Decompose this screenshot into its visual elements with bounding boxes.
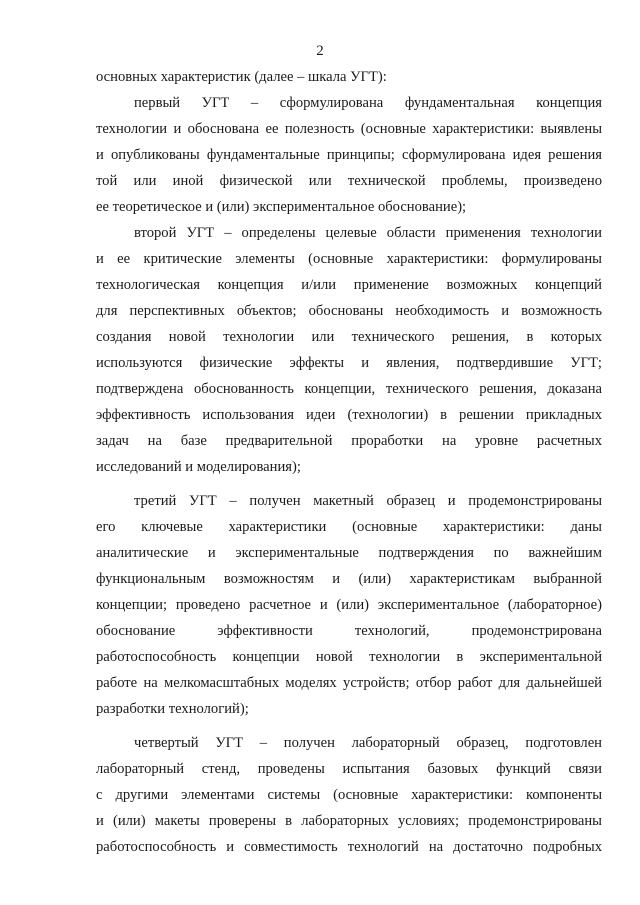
text-line: работе на мелкомасштабных моделях устройств; отбор работ для дальнейшей	[96, 675, 602, 691]
text-line: исследований и моделирования);	[96, 459, 301, 475]
text-line: работоспособность концепции новой технологии в экспериментальной	[96, 649, 602, 665]
text-line: технологии и обоснована ее полезность (основные характеристики: выявлены	[96, 121, 602, 137]
text-line: второй УГТ – определены целевые области применения технологии	[134, 225, 602, 241]
text-line: его ключевые характеристики (основные характеристики: даны	[96, 519, 602, 535]
text-line: основных характеристик (далее – шкала УГТ):	[96, 69, 387, 85]
text-line: функциональным возможностям и (или) характеристикам выбранной	[96, 571, 602, 587]
text-line: работоспособность и совместимость технологий на достаточно подробных	[96, 839, 602, 855]
text-line: и (или) макеты проверены в лабораторных условиях; продемонстрированы	[96, 813, 602, 829]
text-line: аналитические и экспериментальные подтверждения по важнейшим	[96, 545, 602, 561]
paragraph-level-4	[96, 730, 602, 860]
text-line: третий УГТ – получен макетный образец и продемонстрированы	[134, 493, 602, 509]
text-line: концепции; проведено расчетное и (или) экспериментальное (лабораторное)	[96, 597, 602, 613]
text-line: эффективность использования идеи (технологии) в решении прикладных	[96, 407, 602, 423]
text-line: для перспективных объектов; обоснованы необходимость и возможность	[96, 303, 602, 319]
text-line: и ее критические элементы (основные характеристики: формулированы	[96, 251, 602, 267]
text-line: с другими элементами системы (основные характеристики: компоненты	[96, 787, 602, 803]
paragraph-level-3	[96, 488, 602, 722]
paragraph-level-2	[96, 220, 602, 480]
text-line: той или иной физической или технической проблемы, произведено	[96, 173, 602, 189]
document-body	[96, 64, 602, 860]
text-line: создания новой технологии или технического решения, в которых	[96, 329, 602, 345]
text-line: подтверждена обоснованность концепции, технического решения, доказана	[96, 381, 602, 397]
text-line: технологическая концепция и/или применение возможных концепций	[96, 277, 602, 293]
page-number: 2	[316, 43, 324, 59]
text-line: разработки технологий);	[96, 701, 249, 717]
text-line: ее теоретическое и (или) экспериментальное обоснование);	[96, 199, 467, 215]
text-line: лабораторный стенд, проведены испытания базовых функций связи	[96, 761, 602, 777]
text-line: четвертый УГТ – получен лабораторный образец, подготовлен	[134, 735, 602, 751]
text-line: обоснование эффективности технологий, продемонстрирована	[96, 623, 602, 639]
text-line: первый УГТ – сформулирована фундаментальная концепция	[134, 95, 602, 111]
text-line: и опубликованы фундаментальные принципы; сформулирована идея решения	[96, 147, 602, 163]
text-line: задач на базе предварительной проработки на уровне расчетных	[96, 433, 602, 449]
paragraph-continuation	[96, 64, 602, 90]
paragraph-level-1	[96, 90, 602, 220]
text-line: используются физические эффекты и явления, подтвердившие УГТ;	[96, 355, 602, 371]
